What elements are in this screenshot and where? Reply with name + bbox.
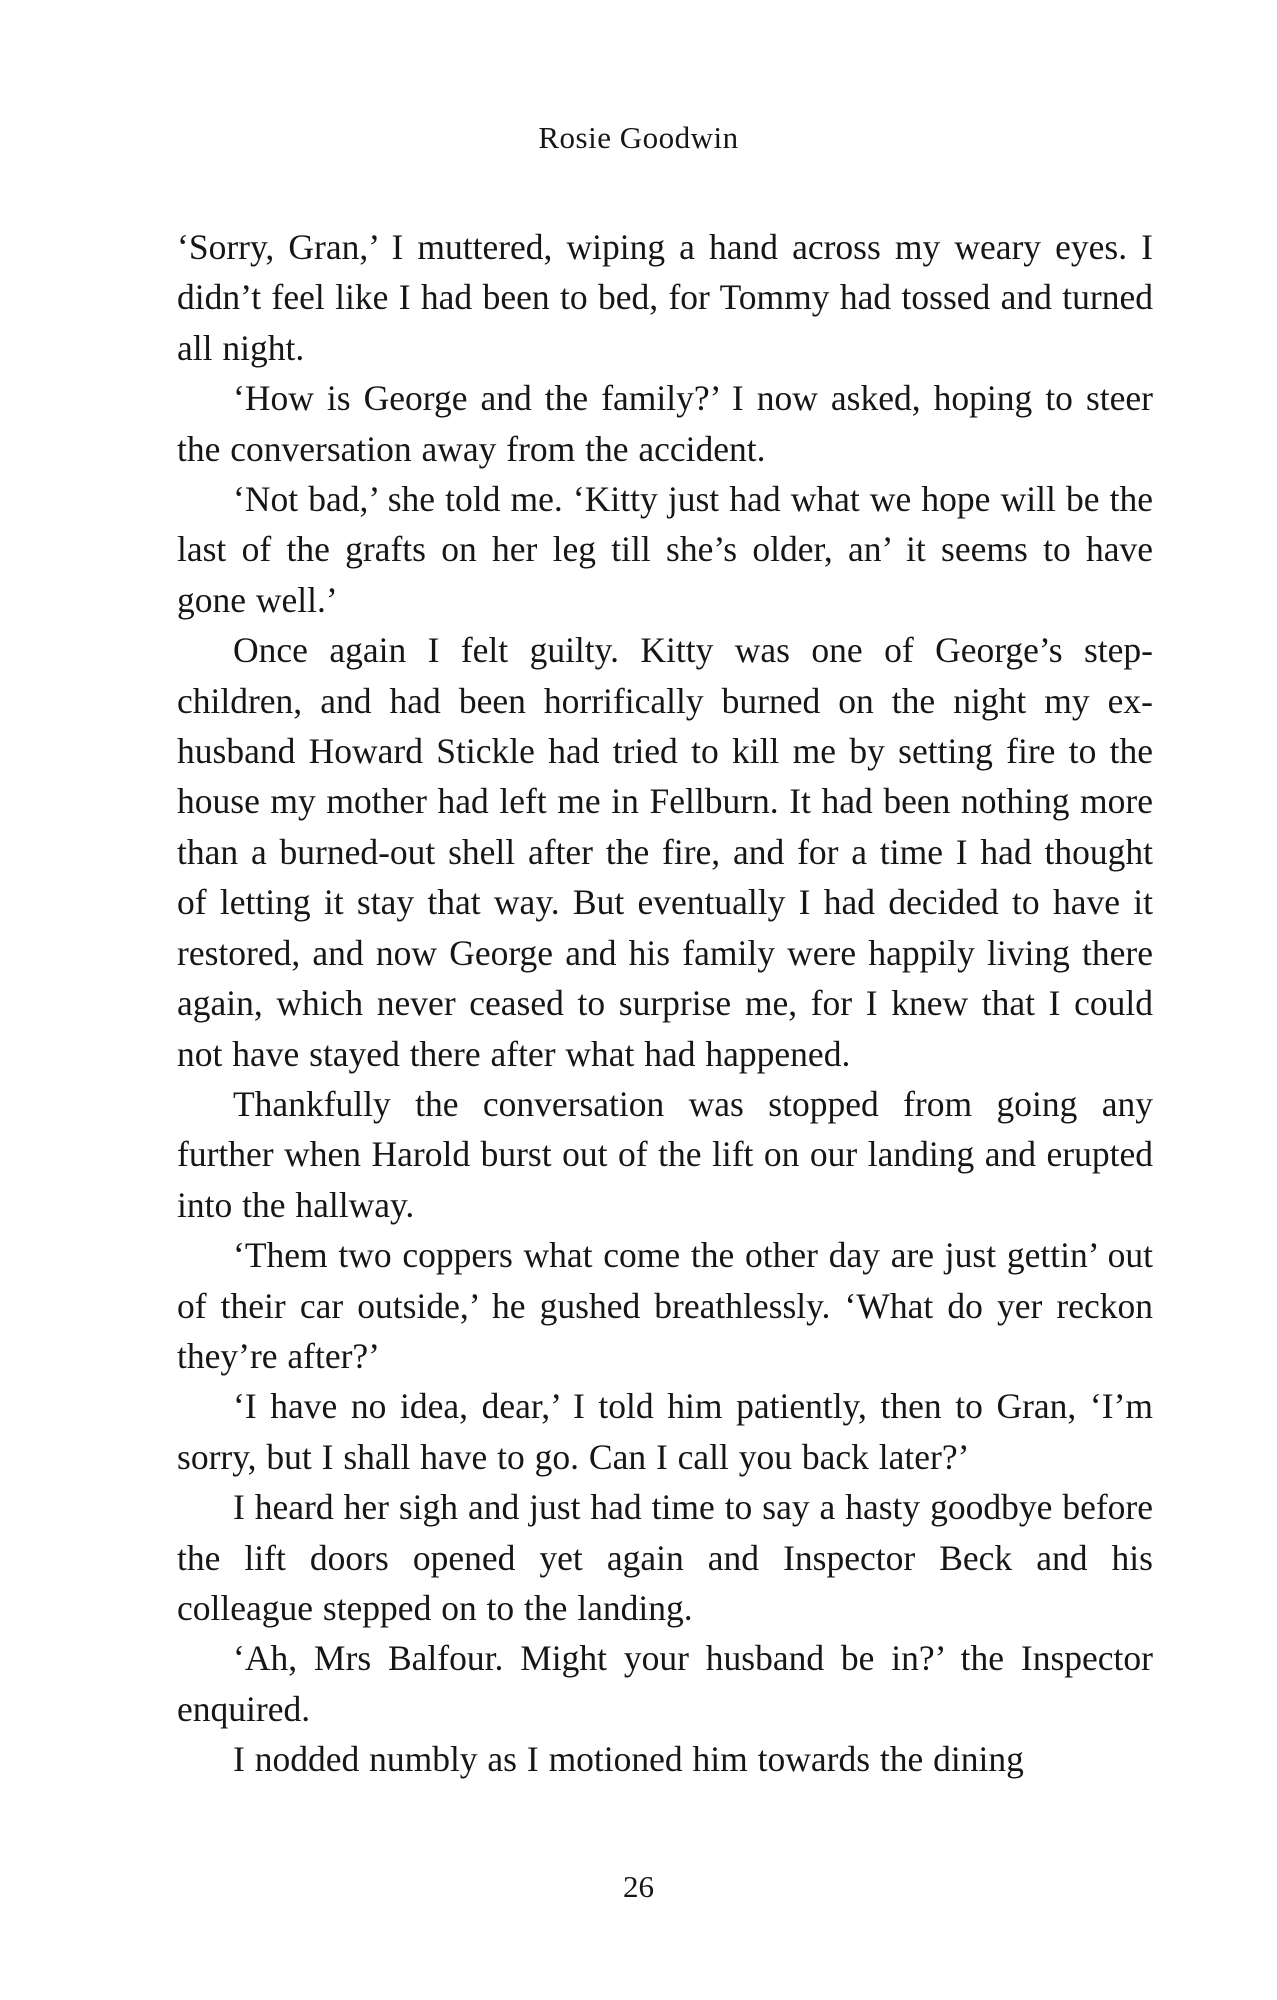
paragraph: ‘Them two coppers what come the other day are just gettin’ out of their car outside,’ he gushed breathlessly. ‘What do yer reckon they’re after?’ [177, 1235, 1153, 1376]
paragraph: Thankfully the conversation was stopped from going any further when Harold burst out of the lift on our landing and erupted into the hallway. [177, 1083, 1153, 1225]
paragraph: Once again I felt guilty. Kitty was one of George’s step-children, and had been horrifically burned on the night my ex-husband Howard Stickle had tried to kill me by setting fire to the house my mother had left me in Fellburn. It had been nothing more than a burned-out shell after the fire, and for a time I had thought of letting it stay that way. But eventually I had decided to have it restored, and now George and his family were happily living there again, which never ceased to surprise me, for I knew that I could not have stayed there after what had happened. [177, 630, 1153, 1074]
paragraph: I nodded numbly as I motioned him towards the dining [233, 1739, 1024, 1780]
page-number: 26 [623, 1869, 654, 1904]
paragraph: ‘Not bad,’ she told me. ‘Kitty just had what we hope will be the last of the grafts on her leg till she’s older, an’ it seems to have gone well.’ [177, 479, 1153, 620]
paragraph: ‘Ah, Mrs Balfour. Might your husband be in?’ the Inspector enquired. [177, 1638, 1153, 1729]
paragraph: I heard her sigh and just had time to say a hasty goodbye before the lift doors opened yet again and Inspector Beck and his colleague stepped on to the landing. [177, 1487, 1153, 1628]
body-text [177, 222, 1153, 1785]
paragraph: ‘How is George and the family?’ I now asked, hoping to steer the conversation away from the accident. [177, 378, 1153, 469]
paragraph: ‘I have no idea, dear,’ I told him patiently, then to Gran, ‘I’m sorry, but I shall have to go. Can I call you back later?’ [177, 1386, 1153, 1477]
running-head: Rosie Goodwin [538, 120, 739, 155]
paragraph: ‘Sorry, Gran,’ I muttered, wiping a hand across my weary eyes. I didn’t feel like I had been to bed, for Tommy had tossed and turned all night. [177, 227, 1153, 368]
